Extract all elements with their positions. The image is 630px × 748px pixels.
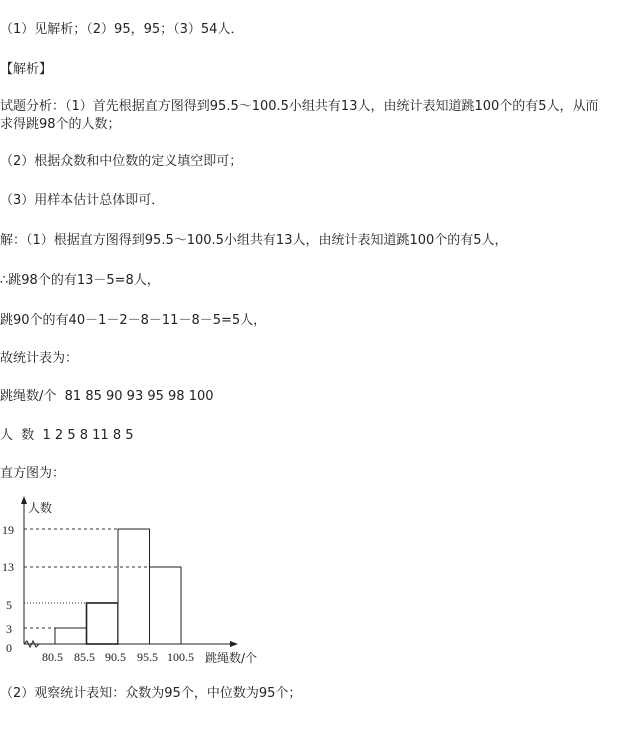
x-tick-100-5: 100.5 (167, 650, 194, 664)
x-axis-arrow (230, 641, 238, 647)
bars-layer (24, 529, 181, 644)
histogram-bar-0 (55, 628, 87, 644)
x-tick-85-5: 85.5 (74, 650, 95, 664)
y-tick-5: 5 (6, 598, 12, 612)
solution-line-2: ∴跳98个的有13－5=8人， (0, 273, 160, 288)
y-axis-arrow (21, 496, 27, 504)
analysis-text-1: 试题分析：（1）首先根据直方图得到95.5～100.5小组共有13人，由统计表知道跳100个的有5人，从而 (0, 99, 599, 114)
solution-line-3: 跳90个的有40－1－2－8－11－8－5=5人， (0, 313, 267, 328)
histogram (0, 492, 300, 672)
x-tick-95-5: 95.5 (137, 650, 158, 664)
solution-line-1: 解：（1）根据直方图得到95.5～100.5小组共有13人，由统计表知道跳100个的有5人， (0, 233, 508, 248)
y-tick-3: 3 (6, 622, 12, 636)
y-tick-19: 19 (2, 523, 14, 537)
analysis-text-3: （2）根据众数和中位数的定义填空即可； (0, 154, 243, 169)
histogram-bar-2 (118, 529, 150, 644)
histogram-bar-3 (150, 567, 182, 644)
analysis-heading: 【解析】 (0, 62, 53, 77)
y-axis-label: 人数 (28, 501, 53, 515)
x-axis-label: 跳绳数/个 (205, 651, 258, 665)
solution-line-4: 故统计表为： (0, 351, 79, 366)
x-tick-90-5: 90.5 (105, 650, 126, 664)
histogram-intro: 直方图为： (0, 466, 66, 481)
y-tick-13: 13 (2, 560, 14, 574)
y-tick-0: 0 (6, 641, 12, 655)
x-tick-80-5: 80.5 (42, 650, 63, 664)
analysis-text-2: 求得跳98个的人数； (0, 117, 121, 132)
analysis-text-4: （3）用样本估计总体即可． (0, 193, 165, 208)
table-row-people: 人 数 1 2 5 8 11 8 5 (0, 428, 134, 443)
table-row-jumps: 跳绳数/个 81 85 90 93 95 98 100 (0, 389, 214, 404)
conclusion-line: （2）观察统计表知：众数为95个，中位数为95个； (0, 686, 302, 701)
answer-line: （1）见解析；（2）95，95；（3）54人． (0, 22, 244, 37)
histogram-bar-1 (87, 603, 119, 644)
